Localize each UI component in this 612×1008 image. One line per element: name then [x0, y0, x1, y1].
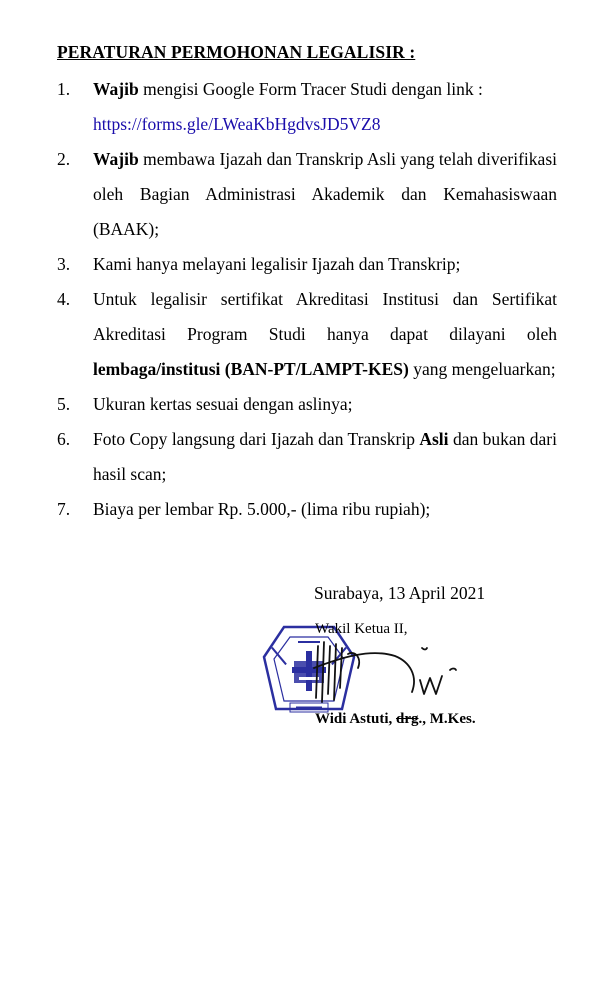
rule-bold-text: Asli [419, 429, 449, 449]
rules-list [57, 72, 557, 527]
signature-stroke-main [316, 642, 342, 702]
rule-item-1 [57, 72, 557, 142]
rule-item-3 [57, 247, 557, 282]
signature-stroke-dot [422, 648, 427, 650]
rule-item-4 [57, 282, 557, 387]
rule-item-7 [57, 492, 557, 527]
google-form-link[interactable]: https://forms.gle/LWeaKbHgdvsJD5VZ8 [93, 114, 381, 134]
stamp-text-arc-left-icon [271, 647, 287, 665]
document-title: PERATURAN PERMOHONAN LEGALISIR : [57, 42, 416, 62]
signer-name-strike: drg [396, 711, 419, 727]
signer-name [315, 711, 476, 728]
rule-number: 5. [57, 394, 71, 414]
rule-text: membawa Ijazah dan Transkrip Asli yang telah diverifikasi oleh Bagian Administrasi Akademik dan Kemahasiswaan (BAAK); [93, 149, 557, 239]
rule-item-2 [57, 142, 557, 247]
rule-text: Untuk legalisir sertifikat Akreditasi Institusi dan Sertifikat Akreditasi Program Studi hanya dapat dilayani oleh [93, 289, 557, 344]
rule-text: Foto Copy langsung dari Ijazah dan Transkrip [93, 429, 420, 449]
rule-text: Ukuran kertas sesuai dengan aslinya; [93, 394, 353, 414]
rule-item-6 [57, 422, 557, 492]
signature-stroke-dash [450, 669, 456, 671]
rule-bold-text: Wajib [93, 79, 139, 99]
rule-number: 2. [57, 149, 71, 169]
rule-bold-text: Wajib [93, 149, 139, 169]
rule-text: Biaya per lembar Rp. 5.000,- (lima ribu rupiah); [93, 499, 431, 519]
rule-text-end: yang mengeluarkan; [408, 359, 556, 379]
rule-text: Kami hanya melayani legalisir Ijazah dan Transkrip; [93, 254, 461, 274]
place-date: Surabaya, 13 April 2021 [314, 583, 486, 603]
signer-name-first: Widi Astuti, [315, 711, 396, 727]
signer-role: Wakil Ketua II, [315, 621, 408, 637]
rule-item-5 [57, 387, 557, 422]
signature-stroke-w [420, 676, 442, 694]
rule-bold-text: lembaga/institusi (BAN-PT/LAMPT-KES) [93, 359, 409, 379]
rule-number: 4. [57, 289, 71, 309]
rule-text: mengisi Google Form Tracer Studi dengan link : [138, 79, 483, 99]
rule-number: 1. [57, 79, 71, 99]
rule-text-end: dan bukan dari hasil scan; [93, 429, 557, 484]
handwritten-signature [300, 628, 470, 708]
rule-number: 3. [57, 254, 71, 274]
rule-number: 6. [57, 429, 71, 449]
rule-number: 7. [57, 499, 71, 519]
signer-name-last: ., M.Kes. [418, 711, 476, 727]
